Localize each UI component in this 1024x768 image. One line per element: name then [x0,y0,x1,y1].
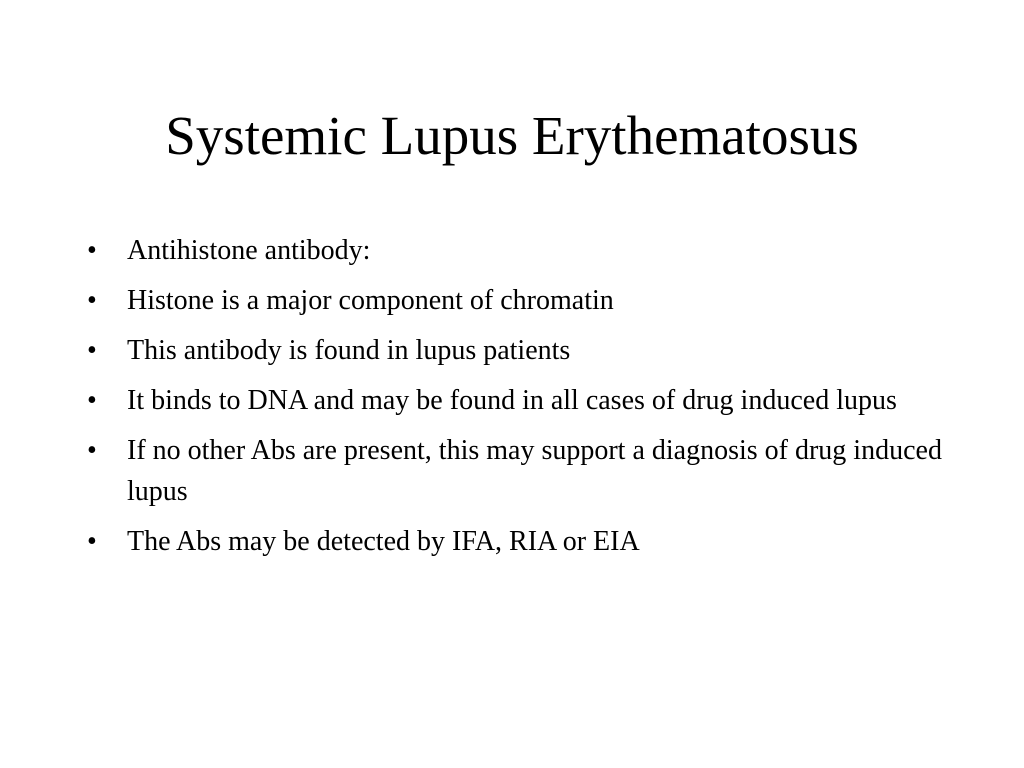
bullet-icon: • [87,385,97,416]
bullet-item [84,330,954,371]
slide-title: Systemic Lupus Erythematosus [165,105,859,166]
bullet-item [84,380,954,421]
bullet-icon: • [87,526,97,557]
bullet-text: It binds to DNA and may be found in all cases of drug induced lupus [127,385,897,416]
bullet-item [84,230,954,271]
bullet-icon: • [87,235,97,266]
bullet-icon: • [87,285,97,316]
bullet-text: Antihistone antibody: [127,235,371,266]
bullet-text: The Abs may be detected by IFA, RIA or EIA [127,526,640,557]
bullet-text: Histone is a major component of chromatin [127,285,614,316]
bullet-item [84,521,954,562]
bullet-text: This antibody is found in lupus patients [127,335,571,366]
bullet-item [84,430,954,512]
bullet-icon: • [87,335,97,366]
bullet-item [84,280,954,321]
bullet-text: If no other Abs are present, this may support a diagnosis of drug induced lupus [127,435,942,507]
bullet-icon: • [87,435,97,466]
bullet-list [84,230,954,571]
